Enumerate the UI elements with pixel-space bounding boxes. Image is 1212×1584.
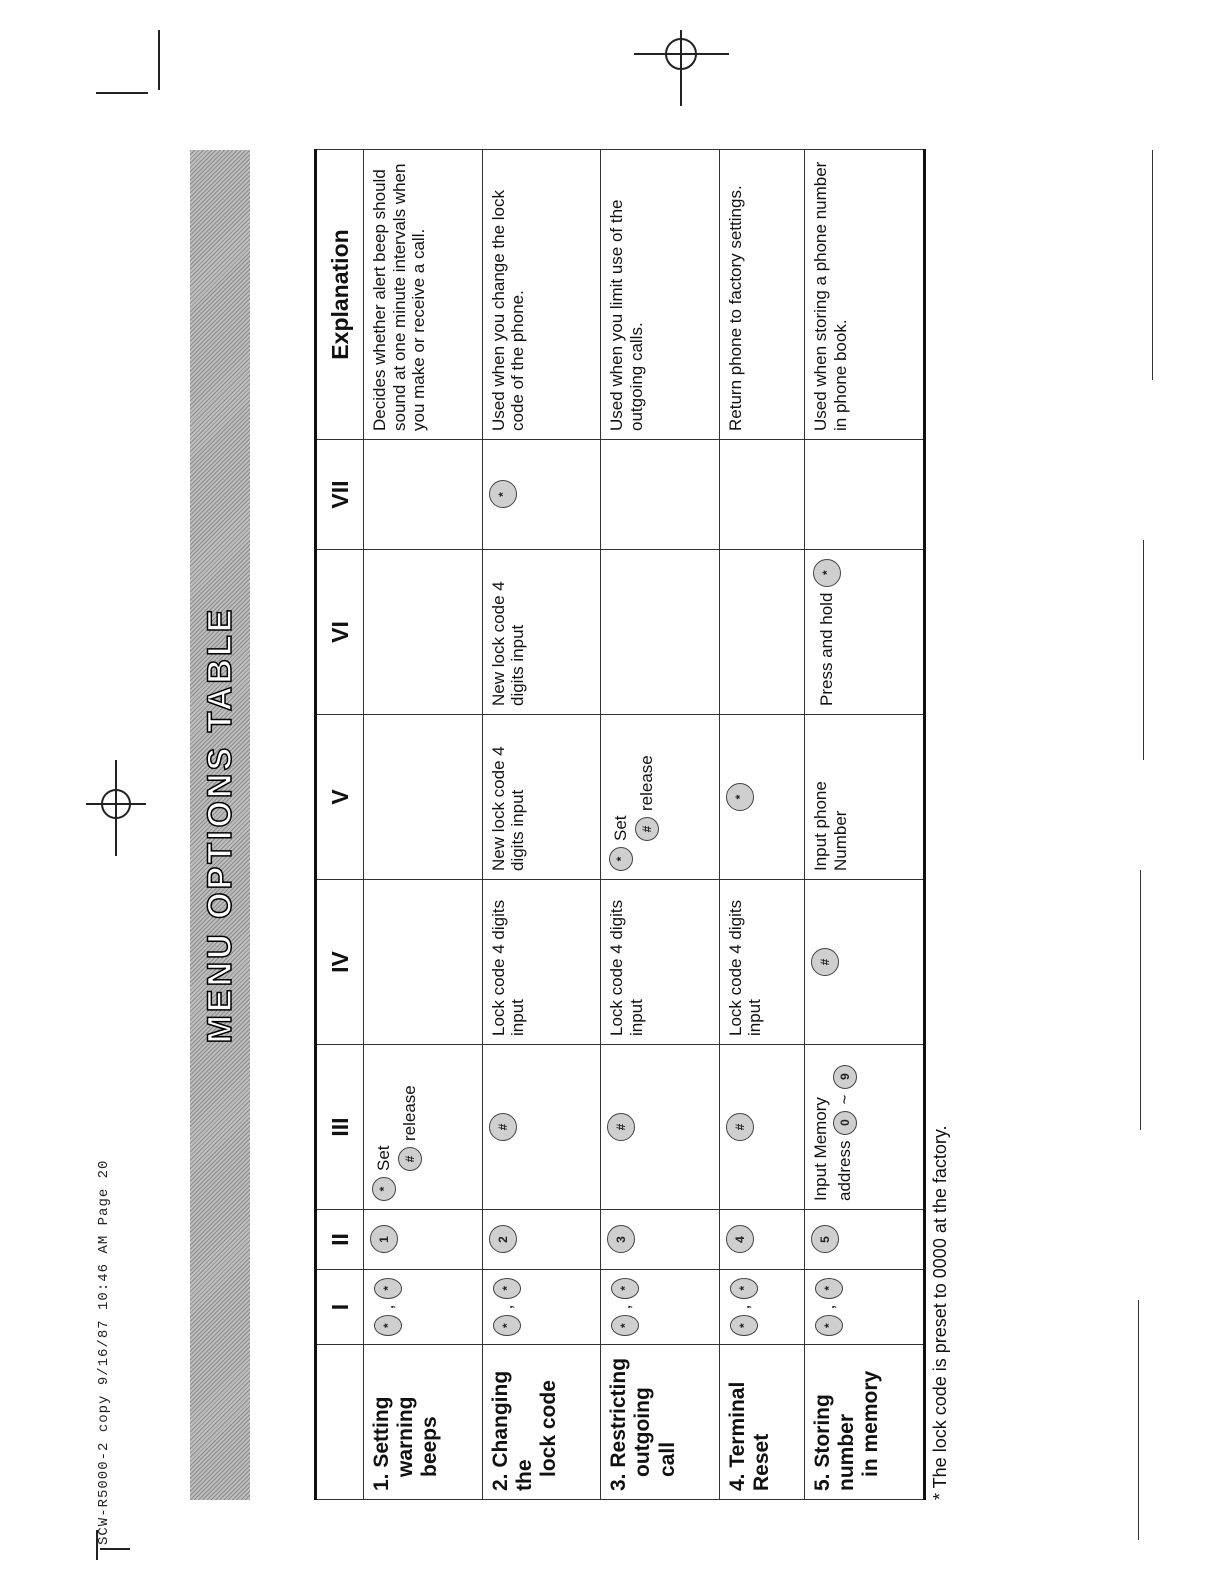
cell-explanation: Used when storing a phone number in phone book. [804,150,924,440]
cell-ii [601,1210,720,1270]
cell-i: * , * [482,1270,601,1345]
cell-v [364,715,483,880]
star-key-icon: * [372,1177,396,1201]
cell-iii: * Set # release [364,1045,483,1210]
cell-vii [482,440,601,550]
cell-v: New lock code 4 digits input [482,715,601,880]
table-header-row [316,150,364,1500]
star-key-icon: * [493,1315,521,1336]
table-row [804,150,924,1500]
column-header-vii: VII [316,440,364,550]
row-label-changing-lock-code: 2. Changing the lock code [482,1345,601,1500]
star-key-icon: * [813,559,841,587]
cell-v: * Set # release [601,715,720,880]
hash-key-icon: # [811,948,839,976]
cell-vi: Press and hold * [804,550,924,715]
cell-vi: New lock code 4 digits input [482,550,601,715]
registration-mark-middle [86,760,146,860]
one-key-icon: 1 [370,1226,398,1254]
cell-explanation: Return phone to factory settings. [719,150,804,440]
table-row [482,150,601,1500]
star-key-icon: * [730,1315,758,1336]
page-title: MENU OPTIONS TABLE [200,606,239,1044]
row-label-terminal-reset: 4. Terminal Reset [719,1345,804,1500]
column-header-vi: VI [316,550,364,715]
cell-vii [804,440,924,550]
cell-i: * , * [719,1270,804,1345]
cell-ii [804,1210,924,1270]
zero-key-icon: 0 [833,1111,857,1135]
cell-v [719,715,804,880]
row-label-storing-number: 5. Storing number in memory [804,1345,924,1500]
cell-iii [482,1045,601,1210]
star-key-icon: * [611,1315,639,1336]
cell-vi [719,550,804,715]
star-key-icon: * [611,1278,639,1299]
registration-mark-top-right [634,30,734,110]
cell-iii [601,1045,720,1210]
cell-iii [719,1045,804,1210]
cell-iii: Input Memory address 0 ~ 9 [804,1045,924,1210]
star-key-icon: * [815,1315,843,1336]
column-header-blank [316,1345,364,1500]
column-header-explanation: Explanation [316,150,364,440]
footnote: * The lock code is preset to 0000 at the factory. [930,1125,950,1500]
column-header-iii: III [316,1045,364,1210]
cell-vi [364,550,483,715]
row-label-setting-warning-beeps: 1. Setting warning beeps [364,1345,483,1500]
table-row [719,150,804,1500]
three-key-icon: 3 [607,1226,635,1254]
hash-key-icon: # [635,817,659,841]
cell-i: * , * [364,1270,483,1345]
cell-ii [364,1210,483,1270]
star-key-icon: * [815,1278,843,1299]
cell-iv: Lock code 4 digits input [719,880,804,1045]
star-key-icon: * [493,1278,521,1299]
column-header-ii: II [316,1210,364,1270]
crop-mark-top-horizontal [96,92,148,94]
cell-iv: Lock code 4 digits input [601,880,720,1045]
crop-mark-bottom-horizontal [100,1548,130,1550]
star-key-icon: * [609,847,633,871]
cell-vii [364,440,483,550]
hash-key-icon: # [726,1113,754,1141]
cell-i: * , * [804,1270,924,1345]
hash-key-icon: # [607,1113,635,1141]
cell-iv [804,880,924,1045]
four-key-icon: 4 [726,1226,754,1254]
cell-v: Input phone Number [804,715,924,880]
row-label-restricting-outgoing-call: 3. Restricting outgoing call [601,1345,720,1500]
star-key-icon: * [730,1278,758,1299]
five-key-icon: 5 [811,1226,839,1254]
margin-line-right-3 [1140,870,1141,1130]
cell-vi [601,550,720,715]
two-key-icon: 2 [489,1226,517,1254]
hash-key-icon: # [489,1113,517,1141]
cell-explanation: Used when you limit use of the outgoing calls. [601,150,720,440]
column-header-i: I [316,1270,364,1345]
cell-explanation: Used when you change the lock code of the phone. [482,150,601,440]
margin-line-right-4 [1138,1300,1139,1540]
nine-key-icon: 9 [833,1065,857,1089]
file-header-line: SCW-R5000-2 copy 9/16/87 10:46 AM Page 20 [96,1159,112,1545]
cell-i: * , * [601,1270,720,1345]
hash-key-icon: # [398,1147,422,1171]
margin-line-right-2 [1143,540,1144,760]
star-key-icon: * [726,783,754,811]
crop-mark-top-vertical [158,30,160,90]
column-header-v: V [316,715,364,880]
cell-iv [364,880,483,1045]
table-row [364,150,483,1500]
rotated-page [190,150,960,1500]
star-key-icon: * [489,481,517,509]
cell-vii [601,440,720,550]
margin-line-right-1 [1152,150,1153,380]
cell-explanation: Decides whether alert beep should sound at one minute intervals when you make or receive a call. [364,150,483,440]
title-banner [190,150,250,1500]
menu-options-table [314,149,926,1500]
cell-iv: Lock code 4 digits input [482,880,601,1045]
star-key-icon: * [374,1278,402,1299]
table-row [601,150,720,1500]
cell-ii [719,1210,804,1270]
star-key-icon: * [374,1315,402,1336]
cell-vii [719,440,804,550]
cell-ii [482,1210,601,1270]
column-header-iv: IV [316,880,364,1045]
